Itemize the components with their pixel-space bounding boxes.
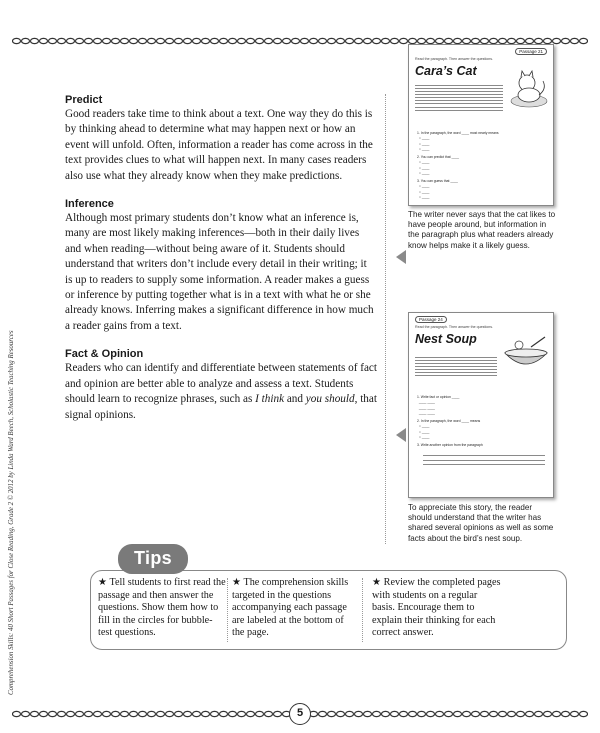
page-instruction: Read the paragraph. Then answer the questions. <box>415 325 494 329</box>
chain-link <box>193 38 201 43</box>
chain-link <box>400 711 408 716</box>
chain-link <box>220 711 228 716</box>
chain-link <box>148 711 156 716</box>
chain-link <box>571 38 579 43</box>
chain-link <box>391 711 399 716</box>
chain-link <box>517 38 525 43</box>
chain-link <box>256 711 264 716</box>
chain-link <box>22 711 30 716</box>
chain-link <box>328 711 336 716</box>
chain-link <box>544 711 552 716</box>
chain-link <box>364 711 372 716</box>
chain-link <box>157 38 165 43</box>
chain-link <box>454 38 462 43</box>
chain-link <box>94 38 102 43</box>
chain-link <box>418 38 426 43</box>
chain-link <box>58 711 66 716</box>
section-heading-predict: Predict <box>65 94 103 106</box>
chain-link <box>76 711 84 716</box>
chain-link <box>121 711 129 716</box>
chain-link <box>409 711 417 716</box>
chain-link <box>229 38 237 43</box>
chain-link <box>427 711 435 716</box>
chain-link <box>481 38 489 43</box>
chain-link <box>508 711 516 716</box>
chain-link <box>463 38 471 43</box>
sample-page-nest-soup: Passage 24 Read the paragraph. Then answer the questions. Nest Soup 1. Write fact or opinion ____ ____ ____ ____ ____ ____ ____ 2. In the paragraph, the word ____ means ○ ____ ○ ____ ○ ____ 3. Write another opinion from the paragraph <box>408 312 554 498</box>
chain-link <box>418 711 426 716</box>
chain-link <box>319 38 327 43</box>
chain-link <box>355 711 363 716</box>
page-title: Cara’s Cat <box>415 64 477 78</box>
section-heading-inference: Inference <box>65 198 114 211</box>
chain-link <box>445 38 453 43</box>
chain-link <box>571 711 579 716</box>
chain-link <box>247 711 255 716</box>
chain-link <box>211 38 219 43</box>
section-body-inference: Although most primary students don’t know what an inference is, many are most likely making inferences—both in their daily lives and when reading—without being aware of it. Students should understand that writers don’t include every detail in their writing; it is up to readers to supply some information. A reader makes a guess or inference by putting together what is in a text with what he or she already knows. Inferring makes a significant difference in how much a reader gains from a text. <box>65 212 374 332</box>
chain-link <box>391 38 399 43</box>
chain-link <box>67 38 75 43</box>
chain-link <box>562 38 570 43</box>
chain-link <box>373 38 381 43</box>
chain-link <box>139 711 147 716</box>
chain-link <box>274 711 282 716</box>
chain-link <box>148 38 156 43</box>
chain-link <box>112 711 120 716</box>
tip-item: ★ Review the completed pages with students on a regular basis. Encourage them to explain their thinking for each correct answer. <box>372 577 501 639</box>
tip-divider <box>362 578 363 642</box>
chain-link <box>31 711 39 716</box>
chain-link <box>49 38 57 43</box>
chain-link <box>382 711 390 716</box>
chain-link <box>436 711 444 716</box>
chain-link <box>544 38 552 43</box>
chain-link <box>139 38 147 43</box>
chain-link <box>121 38 129 43</box>
chain-link <box>130 38 138 43</box>
chain-link <box>427 38 435 43</box>
chain-link <box>364 38 372 43</box>
chain-link <box>337 711 345 716</box>
chain-link <box>346 711 354 716</box>
chain-link <box>400 38 408 43</box>
chain-link <box>67 711 75 716</box>
chain-link <box>238 711 246 716</box>
chain-link <box>175 711 183 716</box>
chain-link <box>481 711 489 716</box>
caption-nest-soup: To appreciate this story, the reader should understand that the writer has shared several opinions as well as some facts about the bird’s nest soup. <box>408 503 554 543</box>
sample-page-caras-cat: Passage 21 Read the paragraph. Then answer the questions. Cara’s Cat 1. In the paragraph, the word ____ most nearly means ○ ____ ○ ____ ○ ____ 2. You can predict that ____ ○ ____ ○ ____ ○ ____ 3. You can guess that ____ ○ ____ ○ ____ ○ ____ <box>408 44 554 206</box>
chain-link <box>580 711 588 716</box>
chain-link <box>265 38 273 43</box>
chain-link <box>166 38 174 43</box>
chain-link <box>40 711 48 716</box>
bowl-illustration <box>501 333 551 373</box>
chain-link <box>580 38 588 43</box>
chain-link <box>382 38 390 43</box>
chain-link <box>130 711 138 716</box>
chain-link <box>175 38 183 43</box>
main-text <box>65 94 377 423</box>
chain-link <box>472 711 480 716</box>
chain-link <box>256 38 264 43</box>
chain-link <box>238 38 246 43</box>
chain-link <box>490 711 498 716</box>
dotted-divider <box>385 94 386 544</box>
chain-link <box>40 38 48 43</box>
chain-link <box>553 711 561 716</box>
chain-link <box>319 711 327 716</box>
chain-link <box>373 711 381 716</box>
chain-link <box>13 38 21 43</box>
chain-link <box>490 38 498 43</box>
page-label: Passage 24 <box>415 316 447 323</box>
chain-link <box>58 38 66 43</box>
chain-link <box>517 711 525 716</box>
tip-item: ★ Tell students to first read the passage and then answer the questions. Show them how to fill in the circles for bubble-test questions. <box>98 577 226 639</box>
chain-link <box>85 711 93 716</box>
chain-link <box>499 38 507 43</box>
chain-link <box>229 711 237 716</box>
chain-link <box>526 38 534 43</box>
chain-link <box>454 711 462 716</box>
chain-link <box>13 711 21 716</box>
chain-link <box>202 38 210 43</box>
chain-link <box>85 38 93 43</box>
chain-link <box>292 38 300 43</box>
chain-link <box>463 711 471 716</box>
cat-illustration <box>507 65 551 109</box>
page-title: Nest Soup <box>415 332 477 346</box>
chain-link <box>526 711 534 716</box>
section-body-fact-opinion: Readers who can identify and differentiate between statements of fact and opinion are better able to analyze and assess a text. Students should learn to recognize phrases, such as I think and you should, that signal opinions. <box>65 362 377 421</box>
chain-link <box>103 711 111 716</box>
chain-link <box>31 38 39 43</box>
chain-link <box>274 38 282 43</box>
chain-link <box>535 38 543 43</box>
chain-link <box>157 711 165 716</box>
pointer-arrow <box>396 250 406 264</box>
chain-link <box>499 711 507 716</box>
chain-link <box>553 38 561 43</box>
chain-link <box>346 38 354 43</box>
chain-link <box>472 38 480 43</box>
chain-link <box>94 711 102 716</box>
chain-link <box>76 38 84 43</box>
chain-link <box>409 38 417 43</box>
page-label: Passage 21 <box>515 48 547 55</box>
section-heading-fact-opinion: Fact & Opinion <box>65 348 144 361</box>
tip-divider <box>227 578 228 642</box>
caption-caras-cat: The writer never says that the cat likes to have people around, but information in the paragraph plus what readers already know helps make it a likely guess. <box>408 210 556 250</box>
chain-link <box>220 38 228 43</box>
chain-link <box>355 38 363 43</box>
chain-link <box>265 711 273 716</box>
chain-link <box>337 38 345 43</box>
chain-link <box>508 38 516 43</box>
chain-link <box>283 38 291 43</box>
chain-link <box>166 711 174 716</box>
chain-link <box>301 38 309 43</box>
chain-link <box>49 711 57 716</box>
chain-link <box>310 38 318 43</box>
chain-link <box>436 38 444 43</box>
chain-link <box>193 711 201 716</box>
chain-link <box>247 38 255 43</box>
chain-link <box>184 711 192 716</box>
chain-link <box>202 711 210 716</box>
tips-label: Tips <box>118 544 188 574</box>
chain-link <box>112 38 120 43</box>
chain-link <box>328 38 336 43</box>
section-body-predict: Good readers take time to think about a text. One way they do this is by thinking ahead to determine what may happen next or how an event will unfold. Often, information a reader has come across in the text provides clues to what will happen next. In many cases readers also use what they already know when they make predictions. <box>65 108 373 182</box>
chain-link <box>184 38 192 43</box>
pointer-arrow <box>396 428 406 442</box>
chain-link <box>22 38 30 43</box>
page-instruction: Read the paragraph. Then answer the questions. <box>415 57 494 61</box>
chain-link <box>535 711 543 716</box>
chain-link <box>445 711 453 716</box>
chain-link <box>211 711 219 716</box>
copyright-notice: Comprehension Skills: 40 Short Passages for Close Reading, Grade 2 © 2012 by Linda Ward Beech, Scholastic Teaching Resources <box>8 330 15 695</box>
chain-link <box>103 38 111 43</box>
tip-item: ★ The comprehension skills targeted in the questions accompanying each passage are labeled at the bottom of the page. <box>232 577 349 639</box>
chain-link <box>562 711 570 716</box>
page-number: 5 <box>289 703 311 725</box>
